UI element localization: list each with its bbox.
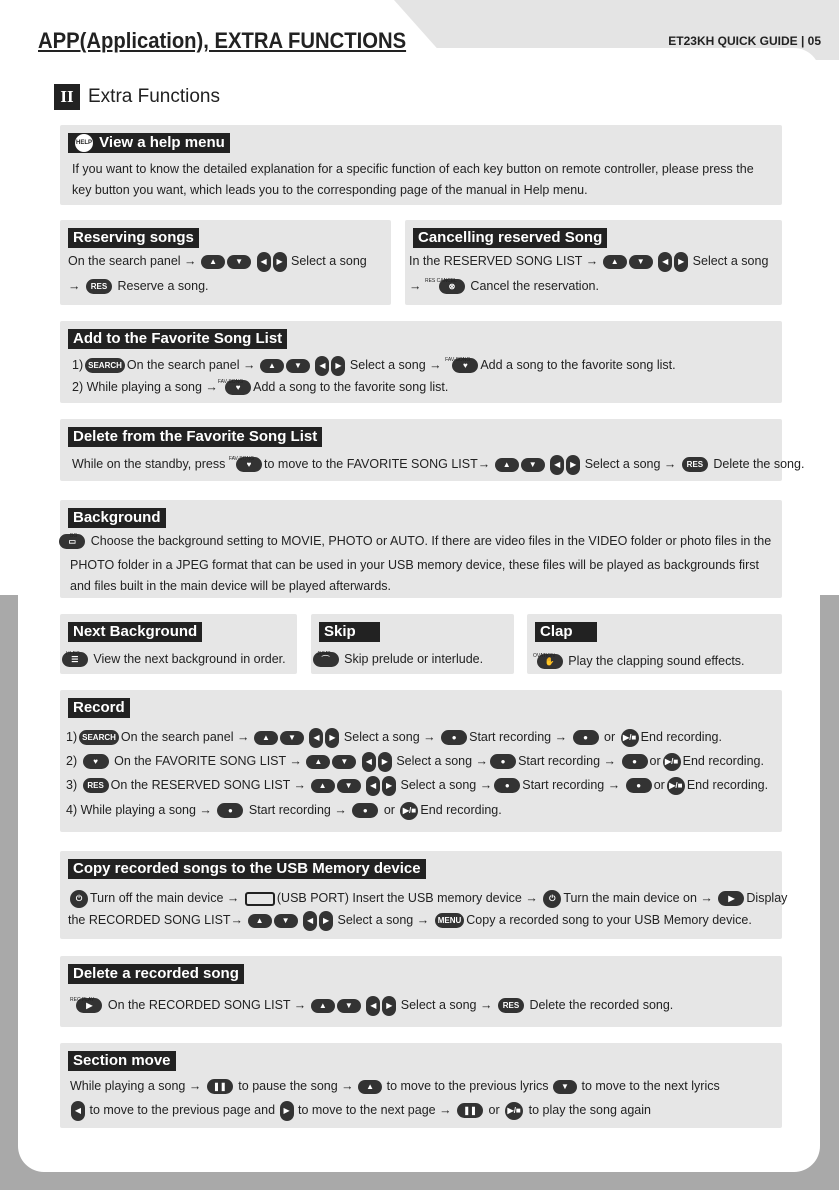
down-icon: ▼: [337, 999, 361, 1013]
fav-song-icon: ♥: [225, 380, 251, 395]
down-icon: ▼: [337, 779, 361, 793]
rec-icon: ●: [490, 754, 516, 769]
down-icon: ▼: [332, 755, 356, 769]
menu-icon: MENU: [435, 913, 465, 928]
next-bg-title: Next Background: [68, 622, 202, 642]
rec-icon: ●: [352, 803, 378, 818]
left-icon: ◀: [71, 1101, 85, 1121]
right-icon: ▶: [382, 776, 396, 796]
up-icon: ▲: [311, 779, 335, 793]
help-icon: HELP: [75, 134, 93, 152]
rec-play-icon: ▶: [76, 998, 102, 1013]
rec-icon: ●: [622, 754, 648, 769]
clap-title: Clap: [535, 622, 597, 642]
reserve-title: Reserving songs: [68, 228, 199, 248]
del-rec-line: $^{REC PLAY}$▶ On the RECORDED SONG LIST → ▲ ▼ ◀ ▶ Select a song → RES Delete the recorded song.: [70, 994, 774, 1019]
fav-song-icon: ♥: [452, 358, 478, 373]
copy-title: Copy recorded songs to the USB Memory device: [68, 859, 426, 879]
skip-title: Skip: [319, 622, 380, 642]
play-stop-icon: ▶/■: [663, 753, 681, 771]
rec-icon: ●: [494, 778, 520, 793]
page-title: APP(Application), EXTRA FUNCTIONS: [38, 28, 407, 53]
del-rec-box: [60, 956, 782, 1027]
next-bg-icon: ☰: [62, 652, 88, 667]
right-icon: ▶: [331, 356, 345, 376]
fav-add-title: Add to the Favorite Song List: [68, 329, 287, 349]
help-box: [60, 125, 782, 205]
left-icon: ◀: [315, 356, 329, 376]
skip-box: [311, 614, 514, 674]
left-icon: ◀: [366, 996, 380, 1016]
rec-icon: ●: [441, 730, 467, 745]
record-box: [60, 690, 782, 832]
right-icon: ▶: [566, 455, 580, 475]
section-move-box: [60, 1043, 782, 1128]
record-line-3: 3) RES On the RESERVED SONG LIST → ▲ ▼ ◀ ▶ Select a song → ● Start recording → ● or ▶/■ End recording.: [66, 774, 774, 796]
skip-icon: ⌒: [313, 652, 339, 667]
rec-icon: ●: [626, 778, 652, 793]
down-icon: ▼: [274, 914, 298, 928]
background-title: Background: [68, 508, 166, 528]
fav-song-icon: ♥: [83, 754, 109, 769]
down-icon: ▼: [227, 255, 251, 269]
left-icon: ◀: [366, 776, 380, 796]
help-text: If you want to know the detailed explanation for a specific function of each key button on remote controller, please press the key button you want, which leads you to the corresponding page of the manual in Help menu.: [72, 162, 754, 197]
background-box: [60, 500, 782, 598]
skip-line: $^{JUMP}$⌒ Skip prelude or interlude.: [317, 648, 506, 673]
fav-del-title: Delete from the Favorite Song List: [68, 427, 322, 447]
rec-play-icon: ▶: [718, 891, 744, 906]
up-icon: ▲: [201, 255, 225, 269]
section-numeral: II: [54, 84, 80, 110]
reserve-line-2: → RES Reserve a song.: [68, 279, 209, 293]
res-icon: RES: [498, 998, 524, 1013]
clap-icon: ✋: [537, 654, 563, 669]
copy-box: [60, 851, 788, 939]
res-icon: RES: [83, 778, 109, 793]
section-heading: [54, 84, 220, 110]
power-icon: ⏻: [543, 890, 561, 908]
bg-icon: ▭: [59, 534, 85, 549]
left-icon: ◀: [362, 752, 376, 772]
power-icon: ⏻: [70, 890, 88, 908]
down-icon: ▼: [521, 458, 545, 472]
usb-port-icon: [245, 892, 275, 906]
rec-icon: ●: [217, 803, 243, 818]
help-title-tag: HELP View a help menu: [68, 133, 230, 153]
cancel-line-2: → $^{RES CANCEL}$⊗ Cancel the reservation.: [409, 278, 599, 293]
fav-del-line: While on the standby, press $^{FAV-SONG}$♥ to move to the FAVORITE SONG LIST→ ▲ ▼ ◀ ▶ Select a song → RES Delete the song.: [72, 453, 774, 478]
right-icon: ▶: [319, 911, 333, 931]
rec-icon: ●: [573, 730, 599, 745]
up-icon: ▲: [260, 359, 284, 373]
res-icon: RES: [682, 457, 708, 472]
up-icon: ▲: [358, 1080, 382, 1094]
section-move-line-2: ◀ to move to the previous page and ▶ to move to the next page → ❚❚ or ▶/■ to play the song again: [70, 1099, 774, 1121]
play-stop-icon: ▶/■: [621, 729, 639, 747]
up-icon: ▲: [311, 999, 335, 1013]
right-icon: ▶: [325, 728, 339, 748]
record-line-4: 4) While playing a song → ● Start recording → ● or ▶/■ End recording.: [66, 799, 774, 821]
fav-add-box: [60, 321, 782, 403]
left-icon: ◀: [309, 728, 323, 748]
left-icon: ◀: [303, 911, 317, 931]
right-icon: ▶: [280, 1101, 294, 1121]
down-icon: ▼: [553, 1080, 577, 1094]
clap-line: $^{OVATION}$✋ Play the clapping sound effects.: [533, 653, 745, 668]
down-icon: ▼: [280, 731, 304, 745]
cancel-box: [405, 220, 782, 305]
record-line-2: 2) ♥ On the FAVORITE SONG LIST → ▲ ▼ ◀ ▶ Select a song → ● Start recording → ● or ▶/■ End recording.: [66, 750, 774, 772]
up-icon: ▲: [254, 731, 278, 745]
search-icon: SEARCH: [85, 358, 125, 373]
down-icon: ▼: [286, 359, 310, 373]
up-icon: ▲: [603, 255, 627, 269]
fav-song-icon: ♥: [236, 457, 262, 472]
fav-del-box: [60, 419, 805, 481]
res-icon: RES: [86, 279, 112, 294]
section-move-title: Section move: [68, 1051, 176, 1071]
right-icon: ▶: [273, 252, 287, 272]
fav-add-line-2: 2) While playing a song →$^{FAV-SONG}$♥ Add a song to the favorite song list.: [72, 379, 449, 394]
down-icon: ▼: [629, 255, 653, 269]
clap-box: [527, 614, 782, 674]
search-icon: SEARCH: [79, 730, 119, 745]
cancel-icon: ⊗: [439, 279, 465, 294]
play-stop-icon: ▶/■: [505, 1102, 523, 1120]
pause-icon: ❚❚: [207, 1079, 233, 1094]
section-move-line-1: While playing a song → ❚❚ to pause the song → ▲ to move to the previous lyrics ▼ to move to the next lyrics: [70, 1079, 720, 1093]
up-icon: ▲: [306, 755, 330, 769]
up-icon: ▲: [248, 914, 272, 928]
cancel-title: Cancelling reserved Song: [413, 228, 607, 248]
right-icon: ▶: [674, 252, 688, 272]
record-line-1: 1) SEARCH On the search panel → ▲ ▼ ◀ ▶ Select a song → ● Start recording → ● or ▶/■ End recording.: [66, 726, 774, 748]
next-bg-box: [60, 614, 297, 674]
play-stop-icon: ▶/■: [400, 802, 418, 820]
left-icon: ◀: [550, 455, 564, 475]
next-bg-line: $^{HI-BG}$☰ View the next background in order.: [66, 648, 289, 673]
copy-line-1: ⏻ Turn off the main device → (USB PORT) Insert the USB memory device → ⏻ Turn the main device on → ▶ Display: [68, 887, 774, 909]
right-icon: ▶: [382, 996, 396, 1016]
fav-add-line-1: 1) SEARCH On the search panel → ▲ ▼ ◀ ▶ Select a song → $^{FAV-SONG}$♥ Add a song to the favorite song list.: [72, 354, 774, 379]
left-icon: ◀: [658, 252, 672, 272]
section-title: Extra Functions: [88, 86, 220, 107]
left-icon: ◀: [257, 252, 271, 272]
reserve-line-1: On the search panel → ▲ ▼ ◀ ▶ Select a song: [68, 250, 383, 272]
copy-line-2: the RECORDED SONG LIST→ ▲ ▼ ◀ ▶ Select a song → MENU Copy a recorded song to your USB Memory device.: [68, 909, 774, 931]
reserve-box: [60, 220, 391, 305]
cancel-line-1: In the RESERVED SONG LIST → ▲ ▼ ◀ ▶ Select a song: [409, 250, 774, 272]
pause-icon: ❚❚: [457, 1103, 483, 1118]
guide-label: ET23KH QUICK GUIDE | 05: [668, 34, 821, 48]
record-title: Record: [68, 698, 130, 718]
del-rec-title: Delete a recorded song: [68, 964, 244, 984]
right-icon: ▶: [378, 752, 392, 772]
up-icon: ▲: [495, 458, 519, 472]
play-stop-icon: ▶/■: [667, 777, 685, 795]
background-text: $^{BG}$▭ Choose the background setting to MOVIE, PHOTO or AUTO. If there are video files in the VIDEO folder or photo files in the PHOTO folder in a JPEG format that can be used in your USB memory device, these files will be played as backgrounds first and files built in the main device will be played afterwards.: [70, 531, 774, 597]
